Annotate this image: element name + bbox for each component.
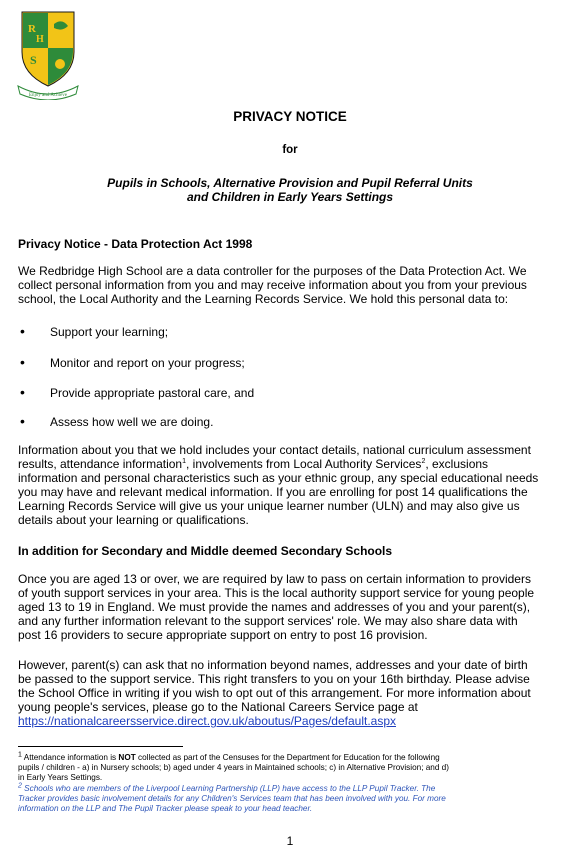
paragraph-line: aged 13 to 19 in England. We must provide the names and addresses of you and your parent(s), bbox=[18, 600, 531, 614]
footnote-2 bbox=[18, 784, 563, 814]
paragraph-line: information and personal characteristics such as your ethnic group, any special educational needs bbox=[18, 471, 539, 485]
subtitle-line: Pupils in Schools, Alternative Provision and Pupil Referral Units bbox=[107, 176, 473, 190]
text-run: collected as part of the Censuses for the Department for Education for the following bbox=[135, 753, 440, 762]
text-run: , exclusions bbox=[425, 457, 489, 471]
footnote-line: pupils / children - a) in Nursery schools; b) aged under 4 years in Maintained schools; c) in Alternative Provision; and d) bbox=[18, 763, 449, 772]
for-label: for bbox=[282, 144, 298, 156]
footnote-ref: 1 bbox=[182, 458, 186, 465]
footnote-ref: 2 bbox=[421, 458, 426, 465]
paragraph-line: you may have and relevant medical information. If you are enrolling for post 14 qualifications the bbox=[18, 485, 528, 499]
bullet-icon: • bbox=[20, 413, 25, 429]
section-heading-secondary: In addition for Secondary and Middle deemed Secondary Schools bbox=[18, 544, 393, 558]
document-title: PRIVACY NOTICE bbox=[233, 109, 347, 124]
intro-paragraph bbox=[18, 264, 563, 306]
paragraph-line: Learning Records Service will give us your unique learner number (ULN) and may also give us bbox=[18, 499, 520, 513]
text-run: , involvements from Local Authority Services bbox=[186, 457, 422, 471]
emphasis: NOT bbox=[118, 753, 136, 762]
bullet-icon: • bbox=[20, 384, 25, 400]
bullet-text: Monitor and report on your progress; bbox=[50, 356, 245, 370]
youth-services-paragraph bbox=[18, 572, 563, 642]
paragraph-line: the School Office in writing if you wish to opt out of this arrangement. For more information about bbox=[18, 686, 531, 700]
footnote-line bbox=[18, 753, 563, 763]
svg-text:H: H bbox=[36, 34, 44, 45]
footnote-divider bbox=[18, 746, 183, 747]
information-paragraph bbox=[18, 443, 563, 527]
footnote-1 bbox=[18, 753, 563, 783]
paragraph-line: Information about you that we hold includes your contact details, national curriculum assessment bbox=[18, 443, 531, 457]
svg-text:S: S bbox=[30, 53, 37, 67]
careers-service-link[interactable]: https://nationalcareersservice.direct.gov.uk/aboutus/Pages/default.aspx bbox=[18, 714, 396, 728]
document-subtitle bbox=[40, 176, 540, 204]
school-crest-logo bbox=[16, 8, 80, 100]
paragraph-line: school, the Local Authority and the Learning Records Service. We hold this personal data to: bbox=[18, 292, 509, 306]
paragraph-line: We Redbridge High School are a data controller for the purposes of the Data Protection Act. We bbox=[18, 264, 527, 278]
footnote-line bbox=[18, 784, 563, 794]
opt-out-paragraph bbox=[18, 658, 563, 728]
text-run: results, attendance information bbox=[18, 457, 183, 471]
paragraph-line: post 16 providers to secure appropriate support on entry to post 16 provision. bbox=[18, 628, 428, 642]
paragraph-line: Once you are aged 13 or over, we are required by law to pass on certain information to providers bbox=[18, 572, 531, 586]
paragraph-line: and any further information relevant to the support services' role. We may also share data with bbox=[18, 614, 518, 628]
paragraph-line: of youth support services in your area. This is the local authority support service for young people bbox=[18, 586, 535, 600]
text-run: Attendance information is bbox=[21, 753, 119, 762]
paragraph-line: collect personal information from you and may receive information about you from your previous bbox=[18, 278, 527, 292]
bullet-text: Support your learning; bbox=[50, 325, 169, 339]
paragraph-line bbox=[18, 457, 563, 471]
svg-text:Enjoy and Achieve: Enjoy and Achieve bbox=[28, 93, 68, 98]
footnote-line: information on the LLP and The Pupil Tracker please speak to your head teacher. bbox=[18, 804, 313, 813]
page-number: 1 bbox=[286, 834, 294, 848]
bullet-text: Provide appropriate pastoral care, and bbox=[50, 386, 255, 400]
paragraph-line: be passed to the support service. This right transfers to you on your 16th birthday. Please advise bbox=[18, 672, 530, 686]
bullet-icon: • bbox=[20, 323, 25, 339]
svg-text:R: R bbox=[28, 23, 36, 35]
paragraph-line: However, parent(s) can ask that no information beyond names, addresses and your date of birth bbox=[18, 658, 528, 672]
section-heading-dpa: Privacy Notice - Data Protection Act 1998 bbox=[18, 237, 253, 251]
footnote-line: in Early Years Settings. bbox=[18, 773, 103, 782]
footnote-line: Tracker provides basic involvement details for any Children's Services team that has been involved with you. For more bbox=[18, 794, 446, 803]
text-run: Schools who are members of the Liverpool Learning Partnership (LLP) have access to the LLP Pupil Tracker. The bbox=[21, 784, 436, 793]
bullet-icon: • bbox=[20, 354, 25, 370]
bullet-text: Assess how well we are doing. bbox=[50, 415, 214, 429]
paragraph-line: details about your learning or qualifications. bbox=[18, 513, 249, 527]
footnote-number: 1 bbox=[18, 751, 22, 759]
paragraph-line: young people's services, please go to the National Careers Service page at bbox=[18, 700, 418, 714]
footnote-number: 2 bbox=[18, 782, 22, 790]
subtitle-line: and Children in Early Years Settings bbox=[186, 190, 394, 204]
